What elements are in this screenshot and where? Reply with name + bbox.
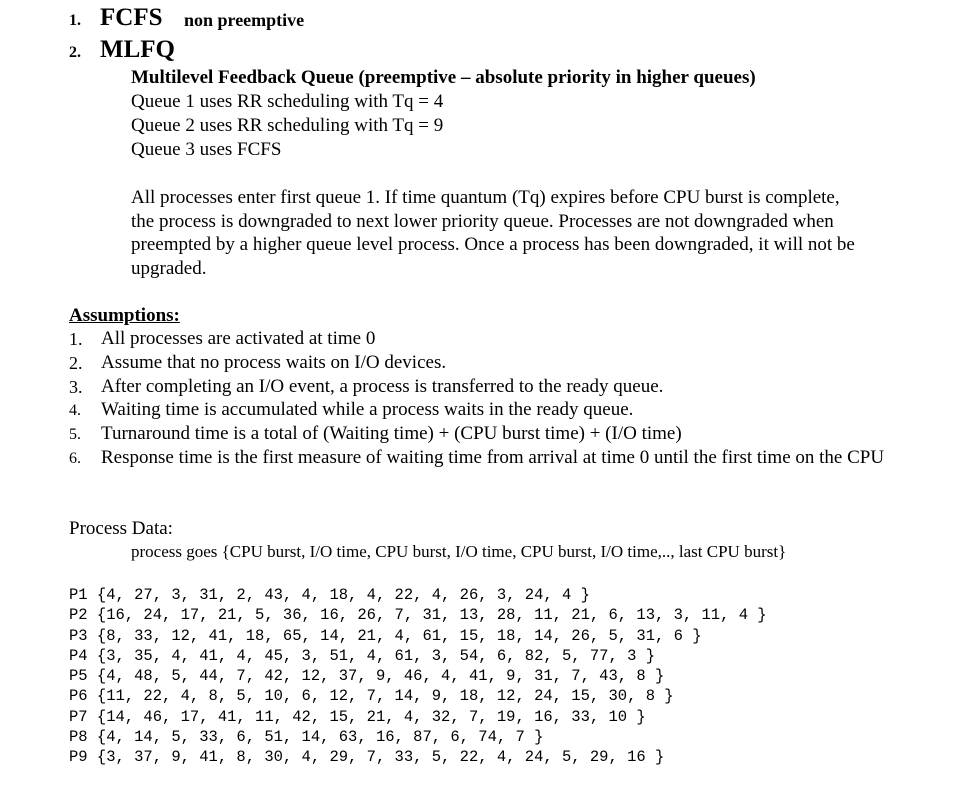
- assumption-5-text: Turnaround time is a total of (Waiting time) + (CPU burst time) + (I/O time): [101, 423, 682, 444]
- process-row-p2: P2 {16, 24, 17, 21, 5, 36, 16, 26, 7, 31, 13, 28, 11, 21, 6, 13, 3, 11, 4 }: [69, 606, 767, 624]
- assumption-6-text: Response time is the first measure of waiting time from arrival at time 0 until the first time on the CPU: [101, 447, 885, 468]
- process-row-p9: P9 {3, 37, 9, 41, 8, 30, 4, 29, 7, 33, 5, 22, 4, 24, 5, 29, 16 }: [69, 748, 665, 766]
- assumption-2-text: Assume that no process waits on I/O devices.: [101, 352, 447, 373]
- queue-1-line: Queue 1 uses RR scheduling with Tq = 4: [131, 91, 444, 112]
- process-row-p5: P5 {4, 48, 5, 44, 7, 42, 12, 37, 9, 46, 4, 41, 9, 31, 7, 43, 8 }: [69, 667, 665, 685]
- assumption-3-number: 3.: [69, 377, 83, 397]
- assumption-1-text: All processes are activated at time 0: [101, 328, 376, 349]
- queue-3-line: Queue 3 uses FCFS: [131, 139, 282, 160]
- assumption-1-number: 1.: [69, 329, 83, 349]
- mlfq-description: All processes enter first queue 1. If time quantum (Tq) expires before CPU burst is complete, the process is downgraded to next lower priority queue. Processes are not downgraded when preempted by a higher queue level process. Once a process has been downgraded, it will not be upgraded.: [131, 187, 855, 279]
- assumption-5-number: 5.: [69, 426, 81, 443]
- process-data-heading: Process Data:: [69, 518, 173, 539]
- section-2-title: MLFQ: [100, 36, 175, 63]
- assumption-2-number: 2.: [69, 353, 83, 373]
- process-row-p3: P3 {8, 33, 12, 41, 18, 65, 14, 21, 4, 61, 15, 18, 14, 26, 5, 31, 6 }: [69, 627, 702, 645]
- process-row-p7: P7 {14, 46, 17, 41, 11, 42, 15, 21, 4, 32, 7, 19, 16, 33, 10 }: [69, 708, 646, 726]
- section-1-number: 1.: [69, 12, 81, 29]
- section-1-note: non preemptive: [184, 10, 305, 30]
- process-row-p4: P4 {3, 35, 4, 41, 4, 45, 3, 51, 4, 61, 3, 54, 6, 82, 5, 77, 3 }: [69, 647, 655, 665]
- section-1-title: FCFS: [100, 4, 163, 31]
- queue-2-line: Queue 2 uses RR scheduling with Tq = 9: [131, 115, 444, 136]
- mlfq-subtitle: Multilevel Feedback Queue (preemptive – absolute priority in higher queues): [131, 67, 756, 88]
- process-row-p8: P8 {4, 14, 5, 33, 6, 51, 14, 63, 16, 87, 6, 74, 7 }: [69, 728, 544, 746]
- process-row-p1: P1 {4, 27, 3, 31, 2, 43, 4, 18, 4, 22, 4, 26, 3, 24, 4 }: [69, 586, 590, 604]
- assumption-4-number: 4.: [69, 402, 81, 419]
- assumption-3-text: After completing an I/O event, a process is transferred to the ready queue.: [101, 376, 664, 397]
- process-row-p6: P6 {11, 22, 4, 8, 5, 10, 6, 12, 7, 14, 9, 18, 12, 24, 15, 30, 8 }: [69, 687, 674, 705]
- process-data-format: process goes {CPU burst, I/O time, CPU burst, I/O time, CPU burst, I/O time,.., last CPU burst}: [131, 542, 787, 561]
- assumption-4-text: Waiting time is accumulated while a process waits in the ready queue.: [101, 399, 634, 420]
- section-2-number: 2.: [69, 44, 81, 61]
- assumptions-heading: Assumptions:: [69, 305, 180, 326]
- assumption-6-number: 6.: [69, 450, 81, 467]
